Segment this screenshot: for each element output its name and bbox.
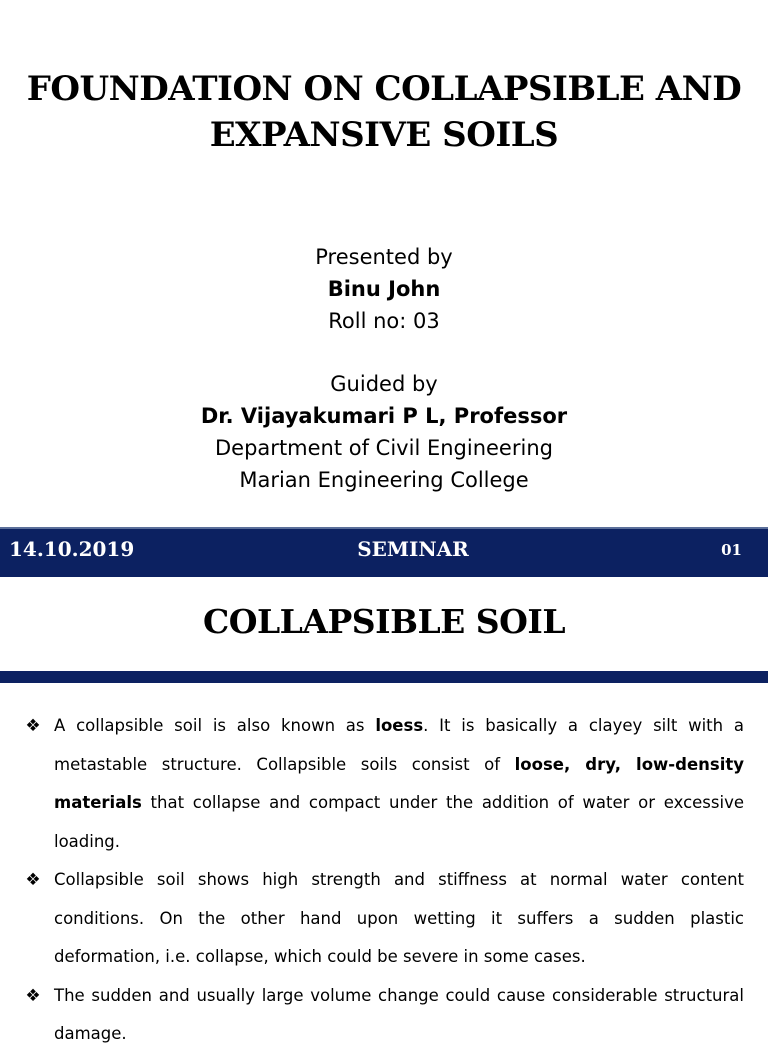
bullet-text: Collapsible soil shows high strength and stiffness at normal water content conditions. On the other hand upon wetting it suffers a sudden plastic deformation, i.e. collapse, which could be severe in some cases. — [54, 870, 744, 966]
college-name: Marian Engineering College — [239, 468, 529, 492]
presenter-block — [0, 241, 768, 337]
diamond-bullet-icon: ❖ — [25, 716, 41, 736]
presented-by-label: Presented by — [315, 245, 453, 269]
bullet-text: The sudden and usually large volume change could cause considerable structural damage. — [54, 985, 744, 1043]
list-item — [22, 861, 744, 977]
guide-block — [0, 368, 768, 496]
bullet-bold-text: loose, dry, low-density materials — [54, 754, 744, 812]
bullet-text: A collapsible soil is also known as — [54, 716, 376, 735]
diamond-bullet-icon: ❖ — [25, 985, 41, 1006]
slide-title — [0, 66, 768, 158]
footer-label: SEMINAR — [357, 537, 469, 561]
guided-by-label: Guided by — [330, 372, 438, 396]
guide-name: Dr. Vijayakumari P L, Professor — [200, 404, 568, 428]
footer-page-number: 01 — [721, 541, 742, 559]
slide-footer-bar — [0, 527, 768, 577]
list-item — [22, 707, 744, 861]
presenter-name: Binu John — [327, 277, 441, 301]
slide-title-line-1: FOUNDATION ON COLLAPSIBLE AND — [26, 69, 742, 109]
slide-title: COLLAPSIBLE SOIL — [202, 602, 566, 641]
diamond-bullet-icon: ❖ — [25, 870, 41, 890]
bullet-text: that collapse and compact under the addition of water or excessive loading. — [54, 793, 744, 851]
bullet-text: . It is basically a clayey silt with a metastable structure. Collapsible soils consist of — [54, 716, 744, 774]
content-slide — [0, 578, 768, 1043]
slide-title-line-2: EXPANSIVE SOILS — [209, 115, 559, 155]
footer-date: 14.10.2019 — [9, 537, 135, 561]
bullet-list — [22, 707, 744, 1054]
bullet-bold-text: loess — [375, 716, 424, 735]
department-name: Department of Civil Engineering — [215, 436, 553, 460]
roll-number: Roll no: 03 — [328, 309, 440, 333]
title-divider-bar — [0, 671, 768, 683]
list-item — [22, 977, 744, 1054]
